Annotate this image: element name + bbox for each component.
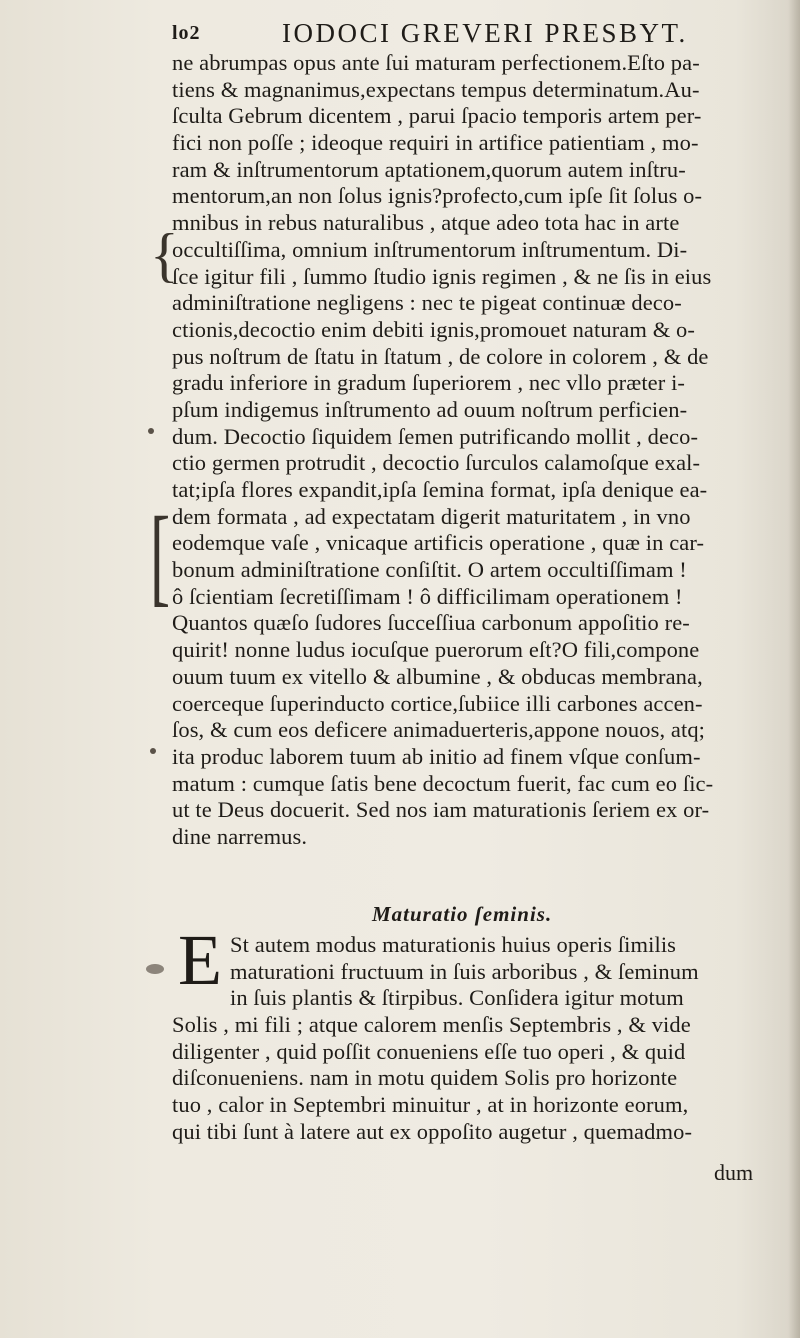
- text-line: St autem modus maturationis huius operis ſimilis: [230, 932, 677, 957]
- text-line: Solis , mi fili ; atque calorem menſis Septembris , & vide: [172, 1012, 691, 1038]
- text-line: fici non poſſe ; ideoque requiri in artifice patientiam , mo-: [172, 130, 699, 156]
- text-line: bonum adminiſtratione conſiſtit. O artem occultiſſimam !: [172, 557, 687, 583]
- page-edge-shadow: [788, 0, 800, 1338]
- ink-smudge: [146, 964, 164, 974]
- text-line: adminiſtratione negligens : nec te pigeat continuæ deco-: [172, 290, 682, 316]
- section-title: Maturatio ſeminis.: [372, 902, 553, 926]
- text-line: ne abrumpas opus ante ſui maturam perfectionem.Eſto pa-: [172, 50, 700, 75]
- body-text: [172, 50, 768, 851]
- text-line: tat;ipſa flores expandit,ipſa ſemina format, ipſa denique ea-: [172, 477, 708, 502]
- text-line: coerceque ſuperinducto cortice,ſubiice illi carbones accen-: [172, 690, 703, 716]
- text-line: ita produc laborem tuum ab initio ad finem vſque conſum-: [172, 743, 701, 769]
- text-line: dum. Decoctio ſiquidem ſemen putrificando mollit , deco-: [172, 423, 699, 449]
- text-line: matum : cumque ſatis bene decoctum fuerit, fac cum eo ſic-: [172, 770, 714, 796]
- text-line: quirit! nonne ludus iocuſque puerorum eſt?O fili,compone: [172, 637, 700, 663]
- page-header: [172, 18, 772, 54]
- text-line: ô ſcientiam ſecretiſſimam ! ô difficilimam operationem !: [172, 583, 683, 609]
- catchword: dum: [714, 1160, 754, 1185]
- text-line: ram & inſtrumentorum aptationem,quorum autem inſtru-: [172, 156, 686, 182]
- running-head: IODOCI GREVERI PRESBYT.: [282, 18, 688, 48]
- text-line: in ſuis plantis & ſtirpibus. Conſidera igitur motum: [230, 985, 684, 1011]
- text-line: ut te Deus docuerit. Sed nos iam maturationis ſeriem ex or-: [172, 797, 710, 823]
- text-line: Quantos quæſo ſudores ſucceſſiua carbonum appoſitio re-: [172, 610, 690, 636]
- text-line: ctio germen protrudit , decoctio ſurculos calamoſque exal-: [172, 450, 701, 476]
- text-line: tuo , calor in Septembri minuitur , at in horizonte eorum,: [172, 1092, 689, 1118]
- margin-mark: [148, 428, 154, 434]
- text-line: ſce igitur fili , ſummo ſtudio ignis regimen , & ne ſis in eius: [172, 263, 712, 289]
- margin-bracket: {: [150, 222, 179, 288]
- text-line: occultiſſima, omnium inſtrumentorum inſtrumentum. Di-: [172, 236, 688, 262]
- text-line: ctionis,decoctio enim debiti ignis,promouet naturam & o-: [172, 316, 695, 342]
- text-line: dem formata , ad expectatam digerit maturitatem , in vno: [172, 503, 691, 529]
- text-line: ſculta Gebrum dicentem , parui ſpacio temporis artem per-: [172, 103, 702, 129]
- text-line: ſos, & cum eos deficere animaduerteris,appone nouos, atq;: [172, 717, 706, 743]
- drop-cap: E: [178, 920, 222, 1000]
- text-line: mentorum,an non ſolus ignis?profecto,cum ipſe ſit ſolus o-: [172, 183, 703, 209]
- text-line: eodemque vaſe , vnicaque artificis operatione , quæ in car-: [172, 530, 705, 556]
- page-number: lo2: [172, 22, 201, 44]
- margin-bracket: [: [150, 494, 171, 616]
- text-line: tiens & magnanimus,expectans tempus determinatum.Au-: [172, 76, 700, 102]
- text-line: mnibus in rebus naturalibus , atque adeo tota hac in arte: [172, 210, 680, 236]
- text-line: qui tibi ſunt à latere aut ex oppoſito augetur , quemadmo-: [172, 1118, 693, 1144]
- text-line: dine narremus.: [172, 823, 308, 849]
- text-line: diſconueniens. nam in motu quidem Solis pro horizonte: [172, 1065, 678, 1091]
- text-line: diligenter , quid poſſit conueniens eſſe tuo operi , & quid: [172, 1038, 686, 1064]
- text-line: ouum tuum ex vitello & albumine , & obducas membrana,: [172, 663, 703, 689]
- margin-mark: [150, 748, 156, 754]
- text-line: pſum indigemus inſtrumento ad ouum noſtrum perficien-: [172, 396, 688, 422]
- text-line: maturationi fructuum in ſuis arboribus , & ſeminum: [230, 958, 699, 984]
- text-line: pus noſtrum de ſtatu in ſtatum , de colore in colorem , & de: [172, 343, 709, 369]
- text-line: gradu inferiore in gradum ſuperiorem , nec vllo præter i-: [172, 370, 686, 396]
- section-text: [172, 932, 768, 1146]
